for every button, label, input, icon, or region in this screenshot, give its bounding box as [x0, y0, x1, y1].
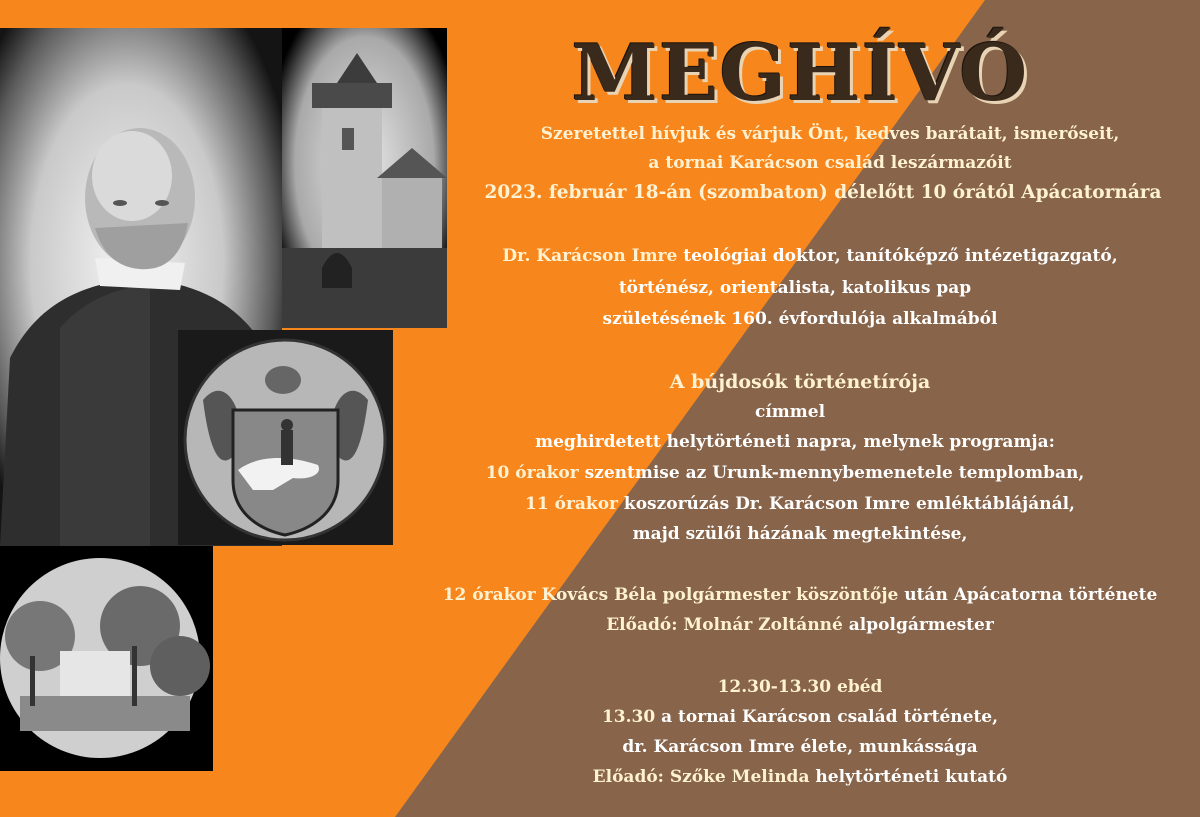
- house-photo: [0, 546, 213, 771]
- title: MEGHÍVÓ: [571, 28, 1029, 119]
- honoree-titles-2: történész, orientalista, katolikus pap: [618, 278, 972, 298]
- honoree-name: Dr. Karácson Imre: [502, 246, 678, 266]
- event-title: A bújdosók történetírója: [669, 371, 931, 393]
- intro-line-3: 2023. február 18-án (szombaton) délelőtt 10 órától Apácatornára: [484, 182, 1162, 203]
- intro-line-1: Szeretettel hívjuk és várjuk Önt, kedves barátait, ismerőseit,: [540, 124, 1120, 144]
- honoree-line-1: [502, 244, 1117, 268]
- event-intro: meghirdetett helytörténeti napra, melynek programja:: [535, 432, 1055, 452]
- program-item-2: 11 órakor koszorúzás Dr. Karácson Imre emléktáblájánál,: [525, 494, 1075, 514]
- program-item-9: Előadó: Szőke Melinda helytörténeti kutató: [592, 767, 1008, 787]
- program-item-1: 10 órakor szentmise az Urunk-mennybemenetele templomban,: [485, 463, 1085, 483]
- program-item-5: Előadó: Molnár Zoltánné alpolgármester: [606, 615, 994, 635]
- intro-line-2: a tornai Karácson család leszármazóit: [648, 153, 1012, 173]
- program-item-8: dr. Karácson Imre élete, munkássága: [622, 737, 978, 757]
- coat-of-arms-image: [178, 330, 393, 545]
- event-cimmel: címmel: [754, 402, 826, 422]
- church-photo: [282, 28, 447, 328]
- program-item-6: 12.30-13.30 ebéd: [717, 677, 883, 697]
- honoree-titles-1: teológiai doktor, tanítóképző intézetigazgató,: [677, 246, 1118, 266]
- honoree-occasion: születésének 160. évfordulója alkalmából: [602, 309, 998, 329]
- program-item-7: 13.30 a tornai Karácson család története,: [601, 707, 999, 727]
- program-item-4: 12 órakor Kovács Béla polgármester köszöntője után Apácatorna története: [442, 585, 1158, 605]
- program-item-3: majd szülői házának megtekintése,: [632, 524, 968, 544]
